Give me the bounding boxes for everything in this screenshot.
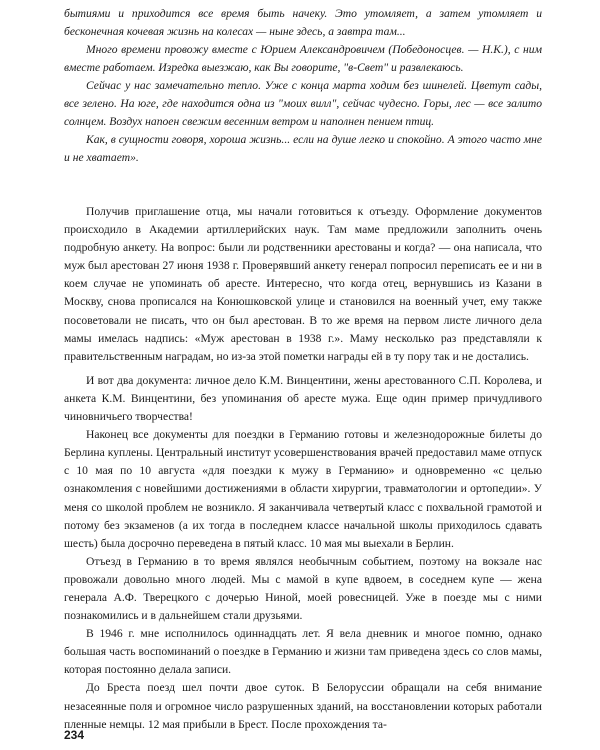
body-paragraph: Отъезд в Германию в то время являлся необычным событием, поэтому на вокзале нас провожали довольно много людей. Мы с мамой в купе вдвоем, в соседнем купе — жена генерала А.Ф. Тверецкого с дочерью Ниной, моей ровесницей. Уже в поезде мы с ними познакомились и в дальнейшем стали друзьями. (64, 554, 542, 623)
main-text (64, 203, 542, 734)
letter-paragraph: Сейчас у нас замечательно тепло. Уже с конца марта ходим без шинелей. Цветут сады, все зелено. На юге, где находится одна из "моих вилл", сейчас чудесно. Горы, лес — все залито солнцем. Воздух напоен свежим весенним ветром и наполнен пением птиц. (64, 79, 542, 128)
letter-paragraph: Много времени провожу вместе с Юрием Александровичем (Победоносцев. — Н.К.), с ним вместе работаем. Изредка выезжаю, как Вы говорите, "в-Свет" и развлекаюсь. (64, 43, 542, 74)
quoted-letter (64, 0, 542, 167)
book-page (64, 0, 542, 750)
body-paragraph: До Бреста поезд шел почти двое суток. В Белоруссии обращали на себя внимание незасеянные поля и огромное число разрушенных зданий, на восстановлении которых работали пленные немцы. 12 мая прибыли в Брест. После прохождения та- (64, 681, 542, 731)
body-paragraph: В 1946 г. мне исполнилось одиннадцать лет. Я вела дневник и многое помню, однако большая часть воспоминаний о поездке в Германию и жизни там приведена здесь со слов мамы, которая постоянно делала записи. (64, 627, 542, 677)
page-number: 234 (64, 728, 85, 742)
letter-paragraph: Как, в сущности говоря, хороша жизнь... если на душе легко и спокойно. А этого часто мне и не хватает». (64, 133, 542, 164)
body-paragraph: И вот два документа: личное дело К.М. Винцентини, жены арестованного С.П. Королева, и анкета К.М. Винцентини, без упоминания об аресте мужа. Еще один пример причудливого чиновничьего творчества! (64, 373, 542, 424)
body-paragraph: Наконец все документы для поездки в Германию готовы и железнодорожные билеты до Берлина куплены. Центральный институт усовершенствования врачей предоставил маме отпуск с 10 мая по 10 августа «для поездки к мужу в Германию» и одновременно «с целью ознакомления с новейшими достижениями в области хирургии, травматологии и ортопедии». У меня со школой проблем не возникло. Я заканчивала четвертый класс с похвальной грамотой и потому без экзаменов (а их тогда в последнем классе начальной школы приходилось сдавать шесть) была досрочно переведена в пятый класс. 10 мая мы выехали в Берлин. (64, 428, 542, 550)
body-paragraph: Получив приглашение отца, мы начали готовиться к отъезду. Оформление документов происходило в Академии артиллерийских наук. Там маме предложили заполнить очень подробную анкету. На вопрос: были ли родственники арестованы и когда? — она написала, что муж был арестован 27 июня 1938 г. Проверявший анкету генерал попросил переписать ее и ни в коем случае не упоминать об аресте. Интересно, что когда отец, вернувшись из Казани в Москву, снова прописался на Конюшковской улице и становился на военный учет, ему также посоветовали не писать, что он был арестован. В то же время на первом листе личного дела мамы имелась надпись: «Муж арестован в 1938 г.». Маму несколько раз представляли к правительственным наградам, но из-за этой пометки награды ей в ту пору так и не достались. (64, 205, 542, 363)
letter-paragraph: бытиями и приходится все время быть начеку. Это утомляет, а затем утомляет и бесконечная кочевая жизнь на колесах — ныне здесь, а завтра там... (64, 7, 542, 38)
